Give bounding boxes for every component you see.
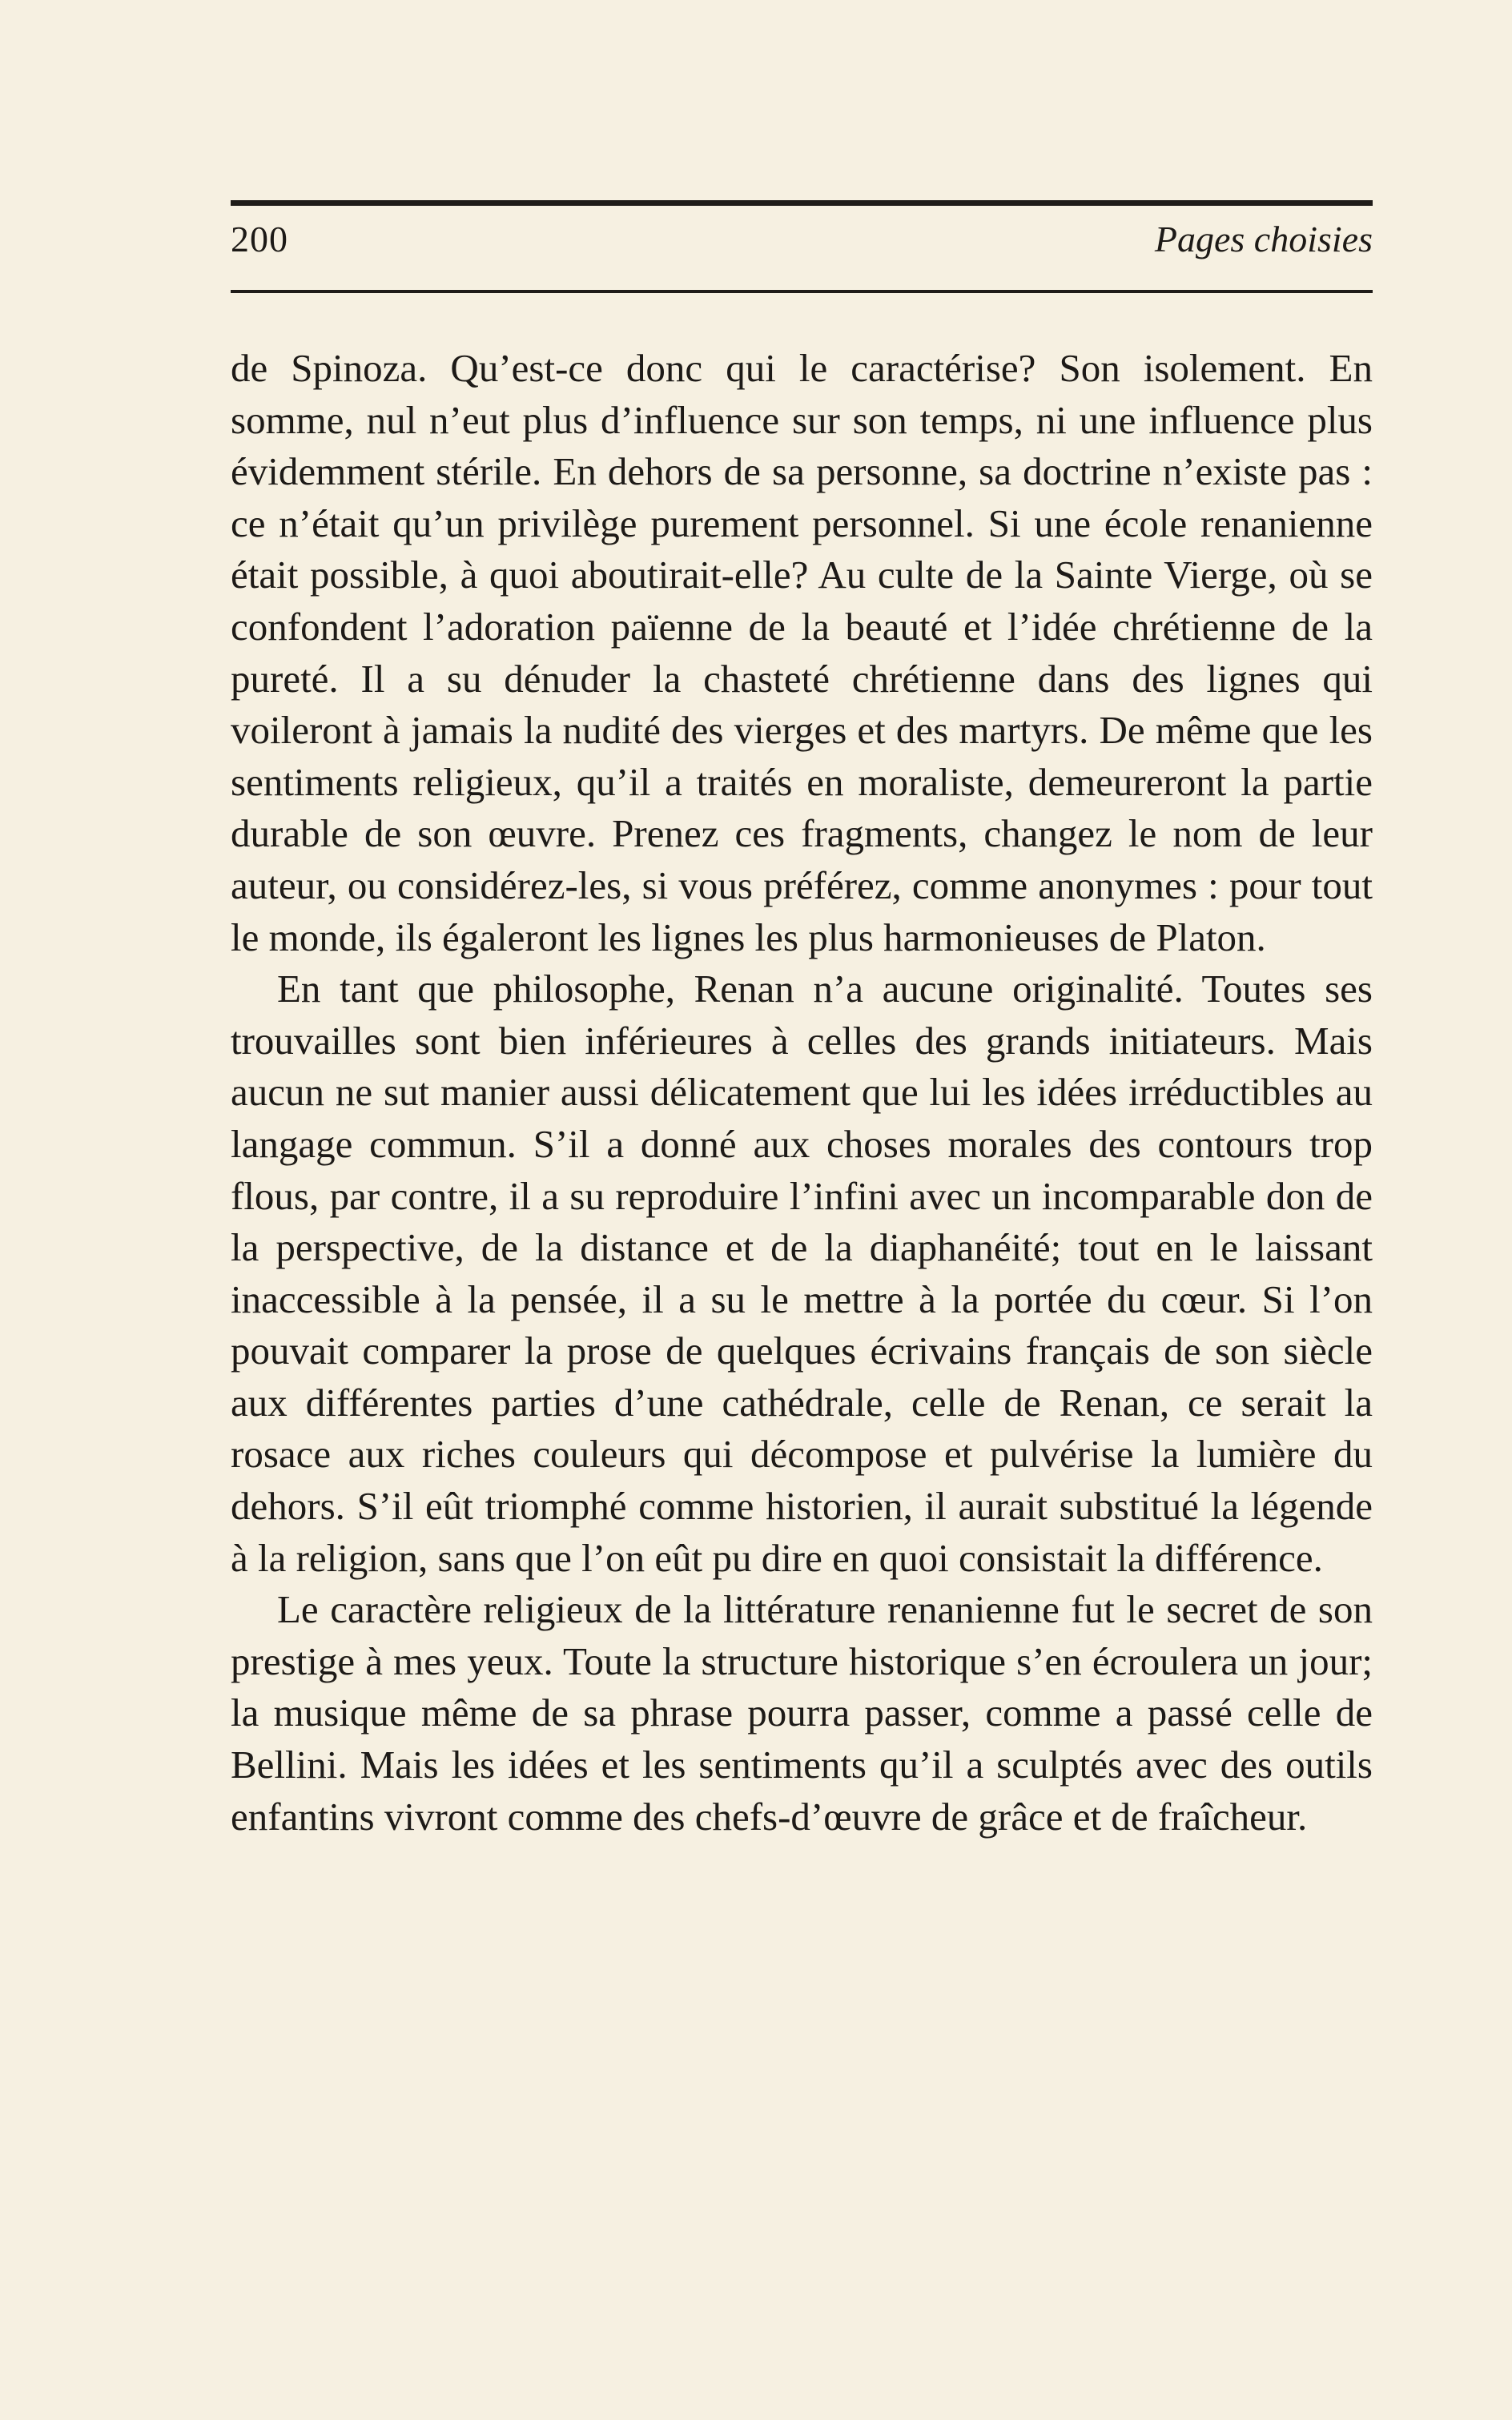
paragraph-1: de Spinoza. Qu’est-ce donc qui le caractérise? Son isolement. En somme, nul n’eut plus d’influence sur son temps, ni une influence plus évidemment stérile. En dehors de sa personne, sa doctrine n’existe pas : ce n’était qu’un privilège purement personnel. Si une école renanienne était possible, à quoi aboutirait-elle? Au culte de la Sainte Vierge, où se confondent l’adoration païenne de la beauté et l’idée chrétienne de la pureté. Il a su dénuder la chasteté chrétienne dans des lignes qui voileront à jamais la nudité des vierges et des martyrs. De même que les sentiments religieux, qu’il a traités en moraliste, demeureront la partie durable de son œuvre. Prenez ces fragments, changez le nom de leur auteur, ou considérez-les, si vous préférez, comme anonymes : pour tout le monde, ils égaleront les lignes les plus harmonieuses de Platon. [231,346,1373,959]
body-text [231,343,1373,1843]
header-bottom-rule [231,290,1373,293]
paragraph-2: En tant que philosophe, Renan n’a aucune originalité. Toutes ses trouvailles sont bien inférieures à celles des grands initiateurs. Mais aucun ne sut manier aussi délicatement que lui les idées irréductibles au langage commun. S’il a donné aux choses morales des contours trop flous, par contre, il a su reproduire l’infini avec un incomparable don de la perspective, de la distance et de la diaphanéité; tout en le laissant inaccessible à la pensée, il a su le mettre à la portée du cœur. Si l’on pouvait comparer la prose de quelques écrivains français de son siècle aux différentes parties d’une cathédrale, celle de Renan, ce serait la rosace aux riches couleurs qui décompose et pulvérise la lumière du dehors. S’il eût triomphé comme historien, il aurait substitué la légende à la religion, sans que l’on eût pu dire en quoi consistait la différence. [231,967,1373,1580]
running-title: Pages choisies [1154,219,1373,259]
page-number: 200 [231,219,288,259]
header-top-rule [231,200,1373,206]
paragraph-3: Le caractère religieux de la littérature renanienne fut le secret de son prestige à mes yeux. Toute la structure historique s’en écroulera un jour; la musique même de sa phrase pourra passer, comme a passé celle de Bellini. Mais les idées et les sentiments qu’il a sculptés avec des outils enfantins vivront comme des chefs-d’œuvre de grâce et de fraîcheur. [231,1587,1373,1839]
page-header [231,218,1373,280]
